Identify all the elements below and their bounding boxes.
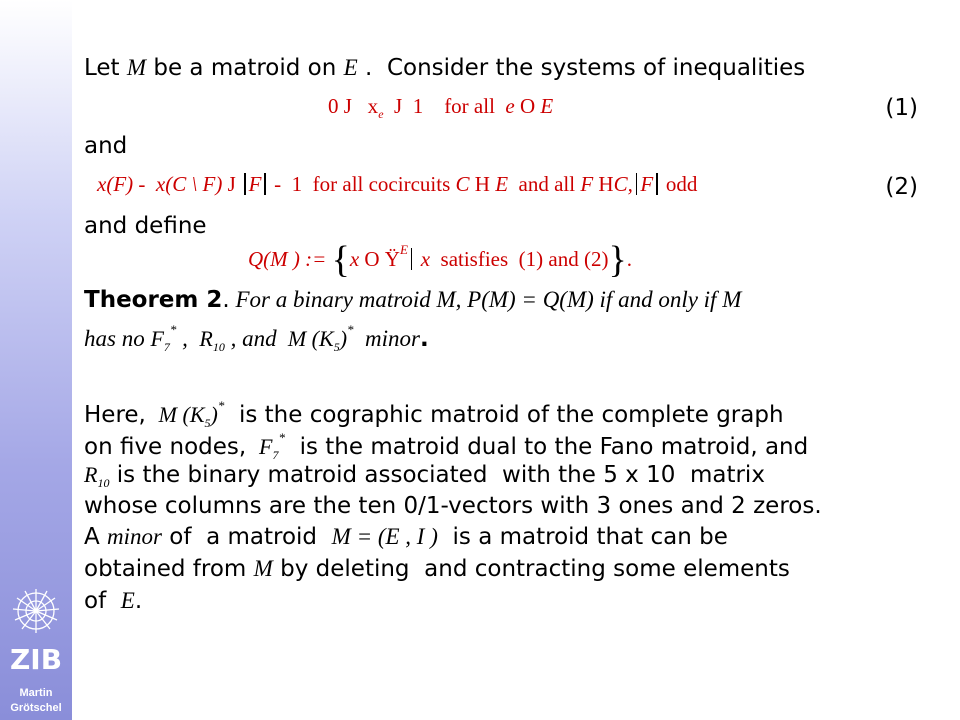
equation-number-2: (2) (885, 174, 918, 200)
inequality-1: 0 J $x_e$ J 1 for all e O E (328, 94, 554, 121)
inequality-2: x(F) - x(C \ F) J F - 1 for all cocircuits C H E and all F HC, F odd (97, 172, 698, 196)
svg-text:ZIB: ZIB (9, 643, 63, 675)
author-first-name: Martin (19, 687, 53, 699)
theorem-label: Theorem 2 (84, 287, 223, 313)
of-e-line: of E. (84, 588, 143, 614)
intro-line: Let M be a matroid on E . Consider the systems of inequalities (84, 55, 806, 81)
obtained-line: obtained from M by deleting and contracting some elements (84, 556, 790, 582)
qm-definition: Q(M ) := {x O $Ÿ^E$ x satisfies (1) and (2)}. (248, 239, 632, 281)
r10-line: $R_{10}$ is the binary matroid associated with the 5 x 10 matrix (84, 462, 765, 490)
five-nodes-line: on five nodes, $F_7^*$ is the matroid dual to the Fano matroid, and (84, 430, 809, 462)
symbol-M: M (126, 55, 147, 80)
theorem-line-1: Theorem 2. For a binary matroid M, P(M) = Q(M) if and only if M (84, 287, 742, 313)
minor-definition-line: A minor of a matroid M = (E , I ) is a matroid that can be (84, 524, 728, 550)
author-last-name: Grötschel (10, 702, 62, 714)
symbol-E: E (343, 55, 358, 80)
and-define-label: and define (84, 213, 207, 239)
and-label: and (84, 133, 128, 159)
here-line: Here, M $(K_5)^*$ is the cographic matroid of the complete graph (84, 398, 784, 430)
columns-line: whose columns are the ten 0/1-vectors with 3 ones and 2 zeros. (84, 493, 822, 519)
equation-number-1: (1) (885, 95, 918, 121)
theorem-line-2: has no $F_7^*$ , $R_{10}$ , and M $(K_5)^*$ minor. (84, 322, 429, 354)
